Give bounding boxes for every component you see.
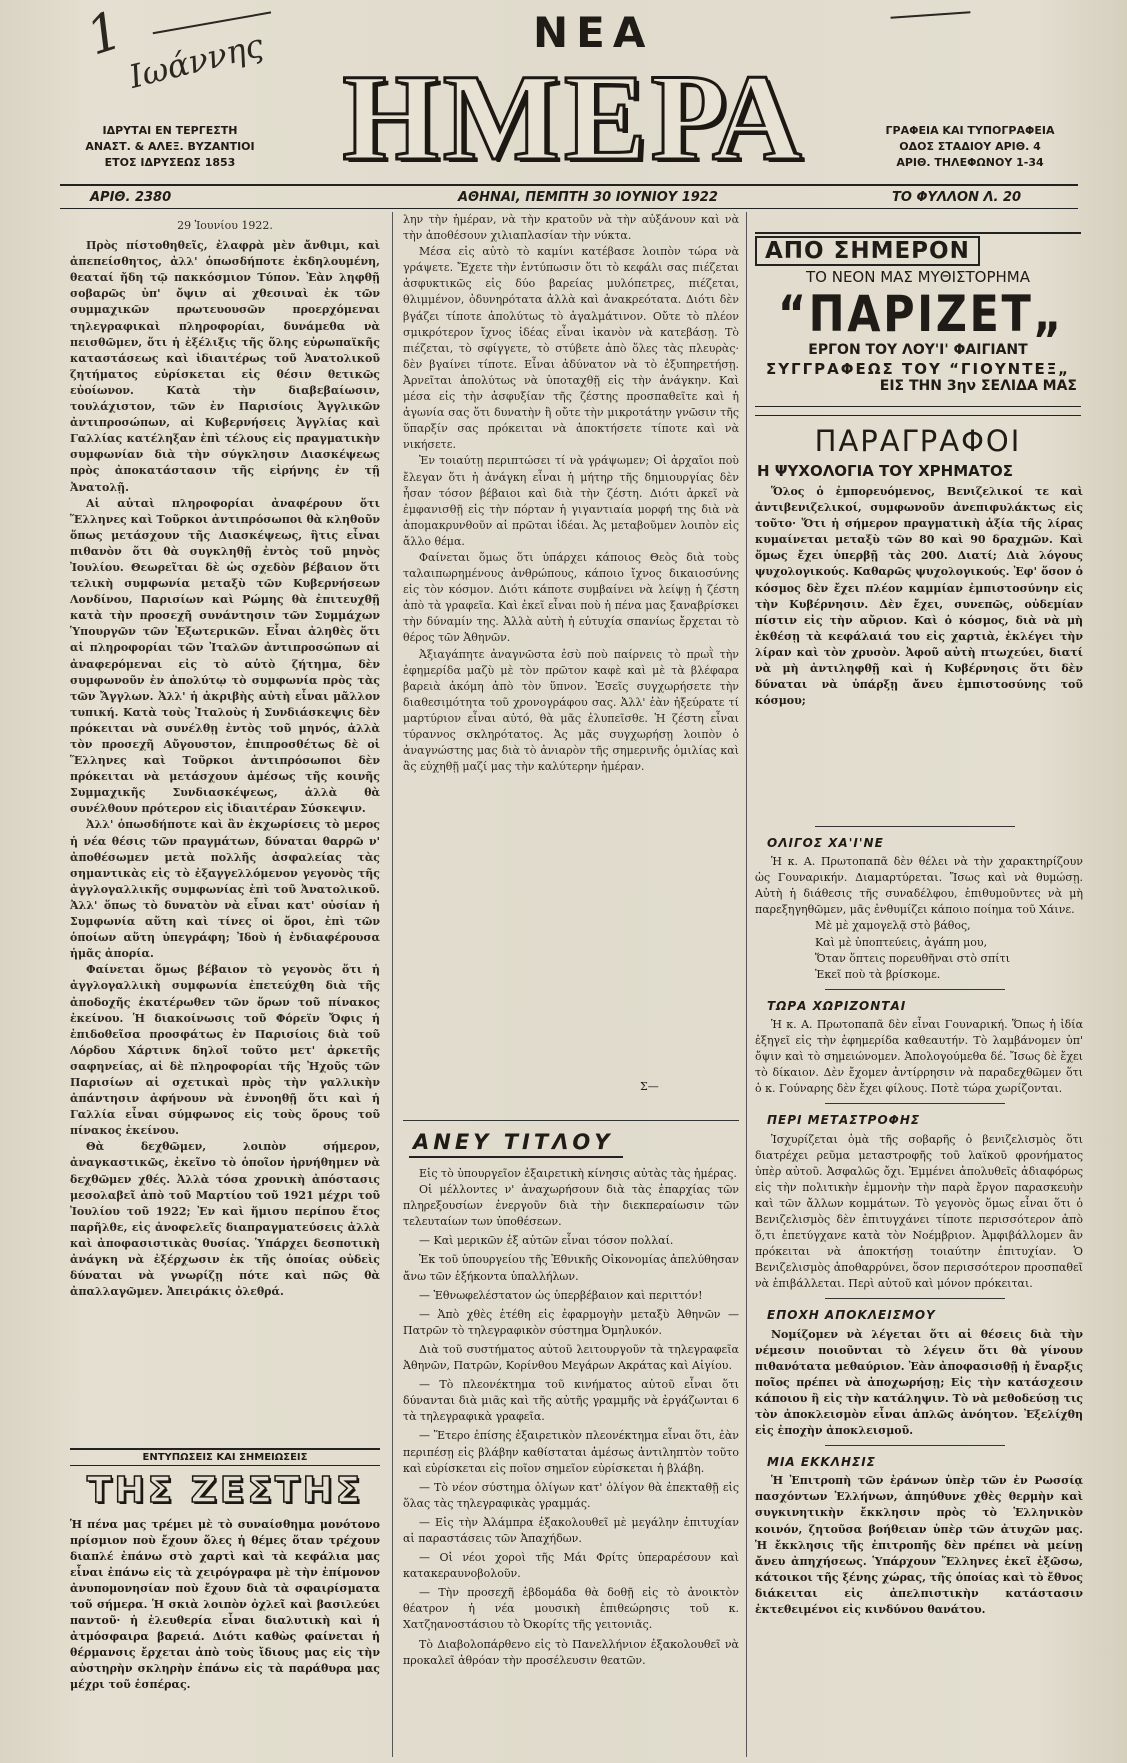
office-info: ΓΡΑΦΕΙΑ ΚΑΙ ΤΥΠΟΓΡΑΦΕΙΑ ΟΔΟΣ ΣΤΑΔΙΟΥ ΑΡΙΘ. 4 ΑΡΙΘ. ΤΗΛΕΦΩΝΟΥ 1-34 xyxy=(885,124,1055,169)
leader-paragraph: Φαίνεται ὅμως βέβαιον τὸ γεγονὸς ὅτι ἡ ἀγγλογαλλικὴ συμφωνία ἐπετεύχθη διὰ τῆς ἀποδοχῆς ἑκατέρωθεν τῶν ὅρων τοῦ πίνακος ἐκείνου. Ἡ διακοίνωσις τοῦ Φόρεϊν Ὄφις ἡ ἐπιδοθεῖσα προσφάτως ἐν Παρισίοις διὰ τοῦ Λόρδου Χάρτινκ δηλοῖ τοῦτο μετ' ἀρκετῆς σαφηνείας, αἱ δὲ πληροφορίαι τῆς Ἠχοῦς τῶν Παρισίων αἱ σχετικαὶ πρὸς τὴν γαλλικὴν ἀπάντησιν ἀφήνουν νὰ ἐννοηθῇ ὅτι καὶ ἡ Γαλλία εἶναι σύμφωνος εἰς τοὺς ὅρους τοῦ πίνακος ἐκείνου. xyxy=(70,963,380,1138)
anef-titlou-heading: ΑΝΕΥ ΤΙΤΛΟΥ xyxy=(409,1130,623,1158)
ad-subtitle: ΤΟ ΝΕΟΝ ΜΑΣ ΜΥΘΙΣΤΟΡΗΜΑ xyxy=(806,268,1030,286)
note-paragraph: Ἡ κ. Α. Πρωτοπαπᾶ δὲν εἶναι Γουναρική. Ὅπως ἡ ἰδία ἐξηγεῖ εἰς τὴν ἐφημερίδα καθεαυτήν. Τὸ λαμβάνομεν ὑπ' ὄψιν καὶ τὸ σημειώνομεν. Ἀπολογούμεθα δέ. Ἴσως δὲ ἔχει τὸ δίκαιον. Δὲν ἔχομεν ἀντίρρησιν νὰ παραδεχθῶμεν ὅτι ὁ κ. Γούναρης δὲν ἔχει φίλους. Ποτὲ τώρα χωρίζονται. xyxy=(755,1017,1083,1096)
masthead-rule-bottom xyxy=(60,208,1078,209)
poem: Μὲ μὲ χαμογελᾷ στὸ βάθος, Καὶ μὲ ὑποπτεύεις, ἀγάπη μου, Ὅταν ὅπτεις πορευθῆναι στὸ σπίτι Ἐκεῖ ποὺ τὰ βρίσκομε. xyxy=(815,919,1010,981)
note-paragraph: Ἡ Ἐπιτροπὴ τῶν ἐράνων ὑπὲρ τῶν ἐν Ρωσσίᾳ πασχόντων Ἑλλήνων, ἀπηύθυνε χθὲς θερμὴν καὶ συγκινητικὴν ἔκκλησιν πρὸς τὸ Ἑλληνικὸν κοινόν, ζητοῦσα βοήθειαν ὑπὲρ τῶν ἀτυχῶν μας. Ἡ ἔκκλησις τῆς ἐπιτροπῆς δὲν πρέπει νὰ μείνῃ ἄνευ ἀπηχήσεως. Ὑπάρχουν Ἕλληνες ἐκεῖ ἐξῶσω, κάτοικοι τῆς ξένης χώρας, τῆς ὁποίας καὶ τὸ ἔθνος διάκειται εἰς ἀπελπιστικὴν κατάστασιν ἐκτεθειμένοι εἰς κινδύνου θανάτου. xyxy=(755,1474,1083,1617)
paragrafoi-heading: ΠΑΡΑΓΡΑΦΟΙ xyxy=(814,424,1022,458)
column-divider-2 xyxy=(746,212,747,1757)
impressions-box xyxy=(70,1448,380,1757)
handwritten-mark: 1 xyxy=(79,0,130,68)
zestis-body: Ἡ πένα μας τρέμει μὲ τὸ συναίσθημα μονότονο πρίσμιον ποὺ ἔχουν ὅλες ἡ θέμες ὅταν τρέχουν διαπλέ ἐπάνω στὸ χαρτὶ καὶ τὰ κεφάλια μας εἶναι ἐπάνω εἰς τὰ χειρόγραφα μὲ τὴν ἐπίμονον ἀνυπομονησίαν ποὺ ἔχουν διὰ τὰ σφαιρίσματα τοῦ σήμερα. Ἡ σκιὰ λοιπὸν ὀχλεῖ καὶ βασιλεύει παντοῦ· ἡ ἐλευθερία εἶναι διαλυτικὴ καὶ ἡ ἀτμόσφαιρα βαρειά. Διότι καθὼς φαίνεται ἡ θέρμανσις ἔρχεται ἀπὸ τοὺς ἴδιους μας εἰς τὴν αὐστηρὴν σκληρὴν ἐπάνω εἰς τὰ παράθυρα μας μέχρι τοῦ ἑσπέρας. xyxy=(70,1518,380,1691)
sheet-price: ΤΟ ΦΥΛΛΟΝ Λ. 20 xyxy=(892,190,1022,205)
note-heading: ΠΕΡΙ ΜΕΤΑΣΤΡΟΦΗΣ xyxy=(767,1113,921,1128)
section-rule xyxy=(403,1120,739,1121)
leader-paragraph: Θὰ δεχθῶμεν, λοιπὸν σήμερον, ἀναγκαστικῶς, ἐκεῖνο τὸ ὁποῖον ἠρνήθημεν νὰ δεχθῶμεν χθές. Ἀλλὰ τόσα χρονικὴ ἀπόστασις μεσολαβεῖ ἀπὸ τοῦ Μαρτίου τοῦ 1921 μέχρι τοῦ Ἰουλίου τοῦ 1922; Ἐν καὶ ἥμισυ περίπου ἔτος παρῆλθε, εἰς ἀνοφελεῖς διαπραγματεύσεις ἀλλὰ καὶ ἀποφασιστικὰς θυσίας. Ὑπάρχει δεσποτικὴ ἀνάγκη νὰ ἐξέρχωσιν ἐκ τῆς ὁποίας οὐδεὶς δύναται νὰ γνωρίζῃ πότε καὶ πῶς θὰ ἀπαλλαγῶμεν. Ἀπειράκις ὀλεθρά. xyxy=(70,1140,380,1299)
note-heading: ΤΩΡΑ ΧΩΡΙΖΟΝΤΑΙ xyxy=(767,998,907,1013)
note-heading: ΜΙΑ ΕΚΚΛΗΣΙΣ xyxy=(767,1455,876,1470)
anef-paragraph: Εἰς τὸ ὑπουργεῖον ἐξαιρετικὴ κίνησις αὐτὰς τὰς ἡμέρας. xyxy=(419,1167,737,1180)
column-leader xyxy=(70,218,380,1300)
date-text: ΑΘΗΝΑΙ, ΠΕΜΠΤΗ 30 ΙΟΥΝΙΟΥ 1922 xyxy=(458,190,718,205)
psychology-body xyxy=(755,484,1083,814)
leader-paragraph: Αἱ αὐταὶ πληροφορίαι ἀναφέρουν ὅτι Ἕλληνες καὶ Τοῦρκοι ἀντιπρόσωποι θὰ κληθοῦν ὅπως μετάσχουν τῆς Διασκέψεως, ἣτις εἶναι πιθανὸν ὅτι θὰ συγκληθῇ ἐντὸς τοῦ μηνὸς Ἰουλίου. Θεωρεῖται δὲ ὡς σχεδὸν βέβαιον ὅτι τελικὴ συμφωνία μεταξὺ τῶν Κυβερνήσεων Λονδίνου, Παρισίων καὶ Ρώμης θὰ ἐπιτευχθῇ κατὰ τὴν προσεχῆ συνάντησιν τῶν Συμμάχων Ὑπουργῶν τῶν Ἐξωτερικῶν. Εἶναι ἀληθὲς ὅτι αἱ πληροφορίαι τῶν Ἰταλῶν ἀντιπροσώπων αἱ ἀναφερόμεναι εἰς τὸ αὐτὸ ζήτημα, δὲν συμφωνοῦν ἐν ἀπολύτῳ τὸ συμφωνία πρὸς τὰς τῶν Ἄγγλων. Ἀλλ' ἡ ἀκριβὴς αὐτὴ εἶναι μᾶλλον τυπική. Κατὰ τοὺς Ἰταλοὺς ἡ Συνδιάσκεψις δὲν πρόκειται νὰ συνέλθῃ ἐντὸς τοῦ μηνός, ἀλλὰ τὸν προσεχῆ Αὔγουστον, ἐπιπροσθέτως δὲ οἱ Ἕλληνες καὶ Τοῦρκοι ἀντιπρόσωποι δὲν πρόκειται νὰ μετάσχουν ἀμέσως τῆς κοινῆς Συμμαχικῆς Συνδιασκέψεως, ἀλλὰ θὰ συνέλθουν πρότερον εἰς ἰδιαιτέραν Σύσκεψιν. xyxy=(70,496,380,816)
founder-info: ΙΔΡΥΤΑΙ ΕΝ ΤΕΡΓΕΣΤΗ ΑΝΑΣΤ. & ΑΛΕΞ. ΒΥΖΑΝΤΙΟΙ ΕΤΟΣ ΙΔΡΥΣΕΩΣ 1853 xyxy=(85,124,255,169)
ad-novel-title: “ΠΑΡΙΖΕΤ„ xyxy=(777,285,1065,343)
anef-item: Ἐκ τοῦ ὑπουργείου τῆς Ἐθνικῆς Οἰκονομίας ἀπελύθησαν ἄνω τῶν ἑξήκοντα ὑπαλλήλων. xyxy=(403,1253,739,1283)
chronicle-paragraph: Ἐν τοιαύτῃ περιπτώσει τί νὰ γράψωμεν; Οἱ ἀρχαῖοι ποὺ ἔλεγαν ὅτι ἡ ἀνάγκη εἶναι ἡ μήτηρ τῆς δημιουργίας δὲν ἦσαν τόσον βέβαιοι καὶ διὰ τὴν ζέστη. Διότι ἀρκεῖ νὰ ἐμφανισθῇ εἰς τὴν πόρταν ἡ γιγαντιαία μορφή της διὰ νὰ ἀπομακρυνθοῦν αἱ πρῶται ἰδέαι. Ἀς μεταβοῦμεν λοιπὸν εἰς ἄλλο θέμα. xyxy=(403,454,739,548)
anef-item: — Εἰς τὴν Ἀλάμπρα ἐξακολουθεῖ μὲ μεγάλην ἐπιτυχίαν αἱ παραστάσεις τῶν Ἀπαχήδων. xyxy=(403,1515,739,1545)
note-paragraph: Ἡ κ. Α. Πρωτοπαπᾶ δὲν θέλει νὰ τὴν χαρακτηρίζουν ὡς Γουναρικήν. Διαμαρτύρεται. Ἴσως καὶ νὰ θυμώσῃ. Αὐτὴ ἡ διάθεσις τῆς συναδέλφου, ἐπιθυμοῦντες νὰ μὴ παρεξηγηθῶμεν, μᾶς ἐνθυμίζει κάποιο ποίημα τοῦ Χάινε. xyxy=(755,855,1083,917)
anef-item: — Οἱ νέοι χοροὶ τῆς Μάι Φρίτς ὑπεραρέσουν καὶ κατακεραυνοβολοῦν. xyxy=(403,1551,739,1581)
anef-item: Διὰ τοῦ συστήματος αὐτοῦ λειτουργοῦν τὰ τηλεγραφεῖα Ἀθηνῶν, Πατρῶν, Κορίνθου Μεγάρων Ακράτας καὶ Αἰγίου. xyxy=(403,1342,739,1373)
anef-item: — Καὶ μερικῶν ἐξ αὐτῶν εἶναι τόσον πολλαί. xyxy=(419,1234,674,1248)
psychology-title: Η ΨΥΧΟΛΟΓΙΑ ΤΟΥ ΧΡΗΜΑΤΟΣ xyxy=(757,462,1013,480)
anef-paragraph: Οἱ μέλλοντες ν' ἀναχωρήσουν διὰ τὰς ἐπαρχίας τῶν πληρεξουσίων ἐνεργοῦν διὰ τὴν διεκπεραίωσιν τῶν τελευταίων των ὑποθέσεων. xyxy=(403,1183,739,1229)
chronicle-signature: Σ— xyxy=(640,1080,659,1093)
masthead-title: ΗΜΕΡΑ xyxy=(342,49,806,186)
ad-author: ΕΡΓΟΝ ΤΟΥ ΛΟΥ'Ι' ΦΑΙΓΙΑΝΤ xyxy=(808,342,1028,358)
short-notes xyxy=(755,826,1083,1618)
chronicle-paragraph: Ἀξιαγάπητε ἀναγνῶστα ἐσὺ ποὺ παίρνεις τὸ πρωῒ τὴν ἐφημερίδα μαζὺ μὲ τὸν πρῶτον καφὲ καὶ μὲ τὰ βλέφαρα βαρειὰ ἀκόμη ἀπὸ τὸν ὕπνον. Ἐσεῖς συγχωρήσετε τὴν διαθεσιμότητα τοῦ χρονογράφου σας. Ἀλλ' ἐὰν ἠξεύρατε τί μαρτύριον εἶναι αὐτό, θὰ μᾶς ἐλυπεῖσθε. Ἡ ζέστη εἶναι τύραννος σκληρότατος. Ἀς μᾶς συγχωρήσῃ λοιπὸν ὁ ἀναγνώστης μας διὰ τὸ ἀνιαρὸν τῆς σημερινῆς ὁμιλίας καὶ ἂς εὐχηθῇ μαζί μας τὴν καλύτερην ἡμέραν. xyxy=(403,647,739,774)
leader-paragraph: Ἀλλ' ὁπωσδήποτε καὶ ἂν ἐκχωρίσεις τὸ μερος ἡ νέα θέσις τῶν πραγμάτων, δύναται θαρρῶ ν' ἀποθέσωμεν μετὰ πολλῆς ἀσφαλείας τὰς σημαντικὰς εἰς τὸ ἐξαγγελλόμενον γεγονὸς τῆς ἀγγλογαλλικῆς συμφωνίας ἐπὶ τοῦ Ἀνατολικοῦ. Ἀλλ' ὅπως τὸ δυνατὸν νὰ εἶναι κατ' οὐσίαν ἡ Συμφωνία αὕτη καὶ τίνες οἱ ὅροι, ἐπὶ τῶν ὁποίων αὕτη ὑπεγράφη; Ἰδοὺ ἡ ἐνδιαφέρουσα ἡμᾶς ἀπορία. xyxy=(70,818,380,961)
note-paragraph: Νομίζομεν νὰ λέγεται ὅτι αἱ θέσεις διὰ τὴν νέμεσιν ποιοῦνται τὸ λέγειν ὅτι θὰ γίνουν πιθανότατα μεθαύριον. Ἐὰν ἀποφασισθῇ ἡ ἔναρξις ποῖος πρέπει νὰ ἀποχωρήσῃ; Εἰς τὴν κατάσχεσιν κάποιου ἢ εἰς τὴν κατάληψιν. Τὸ νὰ μεθοδεύσῃ τις τὸν ἀποκλεισμὸν εἶναι ἁπλῶς ἀνόητον. Ἐξελίχθη εἰς ἐποχὴν ἀποκλεισμοῦ. xyxy=(755,1327,1083,1438)
ad-headline: ΑΠΟ ΣΗΜΕΡΟΝ xyxy=(755,236,980,266)
impressions-label: ΕΝΤΥΠΩΣΕΙΣ ΚΑΙ ΣΗΜΕΙΩΣΕΙΣ xyxy=(70,1448,380,1466)
column-chronicle xyxy=(403,212,739,1112)
anef-item: — Ἀπὸ χθὲς ἐτέθη εἰς ἐφαρμογὴν μεταξὺ Ἀθηνῶν — Πατρῶν τὸ τηλεγραφικὸν σύστημα Ὀμηλυκόν. xyxy=(403,1307,739,1337)
anef-item: — Τὸ πλεονέκτημα τοῦ κινήματος αὐτοῦ εἶναι ὅτι δύνανται διὰ μιᾶς καὶ τῆς αὐτῆς γραμμῆς νὰ ἐργάζωνται 6 τὰ τηλεγραφικὰ γραφεῖα. xyxy=(403,1378,739,1424)
issue-number: ΑΡΙΘ. 2380 xyxy=(90,190,172,205)
chronicle-paragraph: λην τὴν ἡμέραν, νὰ τὴν κρατοῦν νὰ τὴν αὐξάνουν καὶ νὰ τὴν ἀποθέσουν χιλιαπλασίαν τὴν νύκτα. xyxy=(403,213,739,243)
chronicle-paragraph: Φαίνεται ὅμως ὅτι ὑπάρχει κάποιος Θεὸς διὰ τοὺς ταλαιπωρημένους ἀνθρώπους, κάποιο ἴχνος δικαιοσύνης εἰς τὸν κόσμον. Διότι κάποτε συμβαίνει νὰ λείψῃ ἡ ζέστη ἀπὸ τὰ γραφεῖα. Καὶ ἐκεῖ εἶναι ποὺ ἡ πένα μας ξαναβρίσκει τὴν δύναμίν της. Ἀλλὰ αὐτὴ ἡ εὐτυχία σπανίως ἔρχεται τὸ θέρος τῶν Ἀθηνῶν. xyxy=(403,550,739,645)
dateline xyxy=(60,187,1078,209)
note-heading: ΕΠΟΧΗ ΑΠΟΚΛΕΙΣΜΟΥ xyxy=(767,1308,936,1323)
note-paragraph: Ἰσχυρίζεται ὁμὰ τῆς σοβαρῆς ὁ βενιζελισμὸς ὅτι διατρέχει ρεῦμα μεταστροφῆς τοῦ λαϊκοῦ φρονήματος ὑπὲρ αὐτοῦ. Ἀσφαλῶς ὄχι. Ἐμμένει ἀπολυθεῖς ἀδιαφόρως εἰς τὴν πολιτικὴν ἐμμονὴν τὴν παρὰ ἔργον παρασκευὴν καὶ τῶν ἄλλων κομμάτων. Τὸ γεγονὸς ὅμως εἶναι ὅτι ὁ Βενιζελισμὸς δὲν ἐπιτυγχάνει τίποτε περισσότερον ἀπὸ ὅ,τι ἐπετύγχανε κατὰ τὸν Νοέμβριον. Ἀμφιβάλλομεν ἂν πρόκειται νὰ ἀποκτήσῃ τοιαύτην ἐπιτυχίαν. Ὁ Βενιζελισμὸς ἀποθαρρύνει, ὅσον περισσότερον προσπαθεῖ νὰ ἐπιβάλλεται. Περὶ αὐτοῦ καὶ μόνον πρόκειται. xyxy=(755,1132,1083,1291)
anef-item: — Ἐθνωφελέστατον ὡς ὑπερβέβαιον καὶ περιττόν! xyxy=(419,1288,703,1302)
chronicle-paragraph: Μέσα εἰς αὐτὸ τὸ καμίνι κατέβασε λοιπὸν τώρα νὰ γράψετε. Ἔχετε τὴν ἐντύπωσιν ὅτι τὸ κεφάλι σας πιέζεται ἀσφυκτικῶς εἰς δύο βαρείας μυλόπετρες, πιέζεται, θλιμμένον, ὀδυνηρότατα ἀλλὰ καὶ ἀνακρεότατα. Διότι δὲν βγάζει τίποτε ἀπολύτως τὸ ἀγαλμάτινον. Οὔτε τὸ πλέον σμικρότερον ἴχνος ἰδέας εἶναι ἱκανὸν νὰ κατεβάσῃ. Τὸ πιέζεται, τὸ σφίγγετε, τὸ στύβετε ἀπὸ ὅλες τὰς πλευρὰς· δὲν βγαίνει τίποτε. Εἶναι ἀδύνατον νὰ τὸ ἐξυπηρετήσῃ. Ἀρνεῖται ἀπολύτως νὰ ὑποταχθῇ εἰς τὴν ἀνάγκην. Καὶ μέσα εἰς τὴν ἀσφυξίαν τῆς ζέστης προσπαθεῖτε καὶ ἡ ἀγωνία σας ὅτι δυνατὴν ἢ οὔτε τὴν μικροτάτην γνῶσιν τῆς ὕπαρξίν σας πρόκειται νὰ ἀποκτήσετε τίποτε καὶ νὰ νικήσετε. xyxy=(403,245,739,452)
anef-titlou-section xyxy=(403,1130,739,1669)
ad-page: ΕΙΣ ΤΗΝ 3ην ΣΕΛΙΔΑ ΜΑΣ xyxy=(879,378,1077,394)
anef-item: — Τὸ νέον σύστημα ὀλίγων κατ' ὀλίγον θὰ ἐπεκταθῇ εἰς ὅλας τὰς τηλεγραφικὰς γραμμάς. xyxy=(403,1480,739,1510)
handwritten-signature: Ιωάννης xyxy=(125,26,267,96)
zestis-headline: ΤΗΣ ΖΕΣΤΗΣ xyxy=(86,1470,364,1511)
masthead-rule-top xyxy=(60,184,1078,186)
masthead xyxy=(0,0,1127,200)
anef-item: — Ἕτερο ἐπίσης ἐξαιρετικὸν πλεονέκτημα εἶναι ὅτι, ἐὰν περιπέσῃ εἰς βλάβην καθίσταται ἀμέσως ἀντιληπτὸν τοῦτο καὶ εὑρίσκεται εἰς ποῖον σημεῖον εὑρίσκεται ἡ βλάβη. xyxy=(403,1429,739,1475)
psychology-paragraph: Ὅλος ὁ ἐμπορευόμενος, Βενιζελικοί τε καὶ ἀντιβενιζελικοί, συμφωνοῦν ἀνεπιφυλάκτως εἰς τοῦτο· Ὅτι ἡ σήμερον πραγματικὴ ἀξία τῆς λίρας κυμαίνεται μεταξὺ τῶν 80 καὶ 90 δραχμῶν. Καὶ ὅμως ἔχει ὑπερβῇ τὰς 200. Διατί; Διὰ λόγους ψυχολογικούς. Καθαρῶς ψυχολογικούς. Ἐφ' ὅσον ὁ κόσμος δὲν ἔχει πλέον καμμίαν ἐμπιστοσύνην εἰς τὴν Κυβέρνησιν. Δὲν ἔχει, συνεπῶς, οὐδεμίαν πίστιν εἰς τὴν αὔριον. Καὶ ὁ κόσμος, διὰ νὰ μὴ ἐκθέσῃ τὰ κεφάλαιά του εἰς χαρτιὰ, ἐκλέγει τὴν λίραν καὶ τὸν χρυσὸν. Ἀφοῦ αὐτὴ πτωχεύει, διατί νὰ μὴ ἀντιληφθῇ καὶ ἡ Κυβέρνησις ὅτι δὲν δύναται νὰ ὑπάρξῃ ἄνευ ἐμπιστοσύνης τοῦ κόσμου; xyxy=(755,485,1083,708)
note-heading: ΟΛΙΓΟΣ ΧΑ'Ι'ΝΕ xyxy=(767,836,884,850)
leader-paragraph: Πρὸς πίστοθηθεῖς, ἐλαφρὰ μὲν ἄνθιμι, καὶ ἀπεπείσθητος, ἀλλ' ὁπωσδήποτε ἐκδηλουμένη, θεαταί ἤδη τῷ πακκόσμιον Τύπον. Ἐὰν ληφθῇ σοβαρῶς ὑπ' ὄψιν αἱ χθεσιναὶ ἐκ τῶν συμμαχικῶν πρωτευουσῶν προερχόμεναι τηλεγραφικαὶ πληροφορίαι, δυνάμεθα νὰ πεισθῶμεν, ὅτι ἡ ἐξέλιξις τῆς ὅλης εὐρωπαϊκῆς καταστάσεως καὶ ἰδιαιτέρως τοῦ Ἀνατολικοῦ ζητήματος εὑρίσκεται εἰς θέσιν θετικῶς εὐοίωνον. Κατὰ τὴν διαβεβαίωσιν, τουλάχιστον, τῶν ἐν Παρισίοις Ἀγγλικῶν ἀντιπροσώπων, αἱ Κυβερνήσεις Ἀγγλίας καὶ Γαλλίας κατέληξαν ἐπὶ τέλους εἰς πραγματικὴν συμφωνίαν διὰ τὴν σύγκλησιν Διασκέψεως πρὸς ἀποκατάστασιν τῆς εἰρήνης ἐν τῇ Ἀνατολῇ. xyxy=(70,239,380,494)
anef-item: — Τὴν προσεχῆ ἑβδομάδα θὰ δοθῇ εἰς τὸ ἀνοικτὸν θέατρον ἡ νέα μουσικὴ ἐπιθεώρησις τοῦ κ. Χατζηανοστάσιου τὸ Ὀκορίτς τῆς γειτονιᾶς. xyxy=(403,1586,739,1632)
column-divider-1 xyxy=(392,212,393,1757)
section-rule xyxy=(755,415,1081,416)
masthead-top-word: ΝΕΑ xyxy=(533,8,654,57)
anef-item: Τὸ Διαβολοπάρθενο εἰς τὸ Πανελλήνιον ἐξακολουθεῖ νὰ προκαλεῖ ἀθρόαν τὴν προσέλευσιν θεατῶν. xyxy=(403,1637,739,1667)
ad-writer: ΣΥΓΓΡΑΦΕΩΣ ΤΟΥ “ΓΙΟΥΝΤΕΞ„ xyxy=(765,360,1071,378)
article-date: 29 Ἰουνίου 1922. xyxy=(177,219,273,232)
serial-novel-ad xyxy=(755,232,1081,407)
